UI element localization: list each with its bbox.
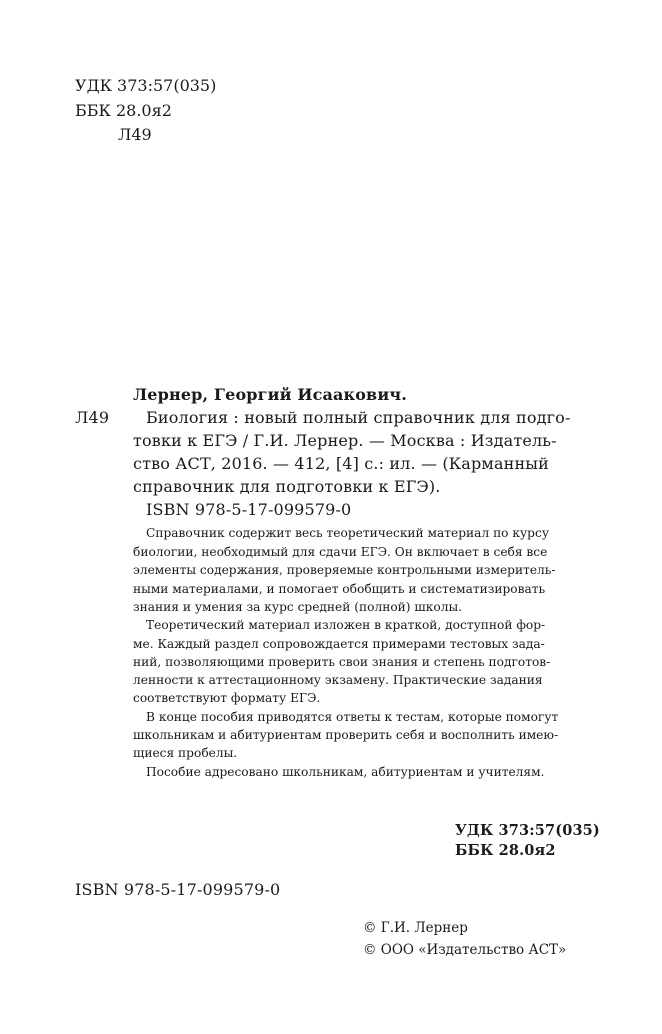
record-author: Лернер, Георгий Исаакович. [133,385,407,404]
annotation-line: Справочник содержит весь теоретический материал по курсу [146,526,549,540]
annotation-line: знания и умения за курс средней (полной) школы. [133,600,463,614]
annotation-line: биологии, необходимый для сдачи ЕГЭ. Он включает в себя все [133,545,548,559]
annotation-line: школьникам и абитуриентам проверить себя и восполнить имею- [133,728,559,742]
annotation-line: В конце пособия приводятся ответы к тестам, которые помогут [146,710,559,724]
annotation-line: ными материалами, и помогает обобщить и систематизировать [133,582,546,596]
udk-code: УДК 373:57(035) [75,76,217,95]
annotation-line: соответствуют формату ЕГЭ. [133,691,321,705]
annotation-line: ленности к аттестационному экзамену. Практические задания [133,673,543,687]
udk-code-bottom: УДК 373:57(035) [455,822,600,839]
record-line-2: товки к ЕГЭ / Г.И. Лернер. — Москва : Издатель- [133,431,557,450]
record-line-1: Биология : новый полный справочник для подго- [146,408,571,427]
annotation-line: ний, позволяющими проверить свои знания и степень подготов- [133,655,551,669]
bbk-code-bottom: ББК 28.0я2 [455,842,556,859]
annotation-line: щиеся пробелы. [133,746,238,760]
annotation-line: элементы содержания, проверяемые контрольными измеритель- [133,563,556,577]
isbn-footer: ISBN 978-5-17-099579-0 [75,880,281,899]
annotation-line: Теоретический материал изложен в краткой, доступной фор- [146,618,546,632]
author-mark: Л49 [118,125,152,144]
bbk-code: ББК 28.0я2 [75,101,172,120]
annotation-line: Пособие адресовано школьникам, абитуриентам и учителям. [146,765,545,779]
record-isbn: ISBN 978-5-17-099579-0 [146,500,352,519]
record-author-mark: Л49 [75,408,110,427]
record-line-3: ство АСТ, 2016. — 412, [4] с.: ил. — (Карманный [133,454,549,473]
record-line-4: справочник для подготовки к ЕГЭ). [133,477,441,496]
annotation-line: ме. Каждый раздел сопровождается примерами тестовых зада- [133,637,545,651]
copyright-author: © Г.И. Лернер [363,920,468,936]
copyright-publisher: © ООО «Издательство АСТ» [363,942,567,958]
